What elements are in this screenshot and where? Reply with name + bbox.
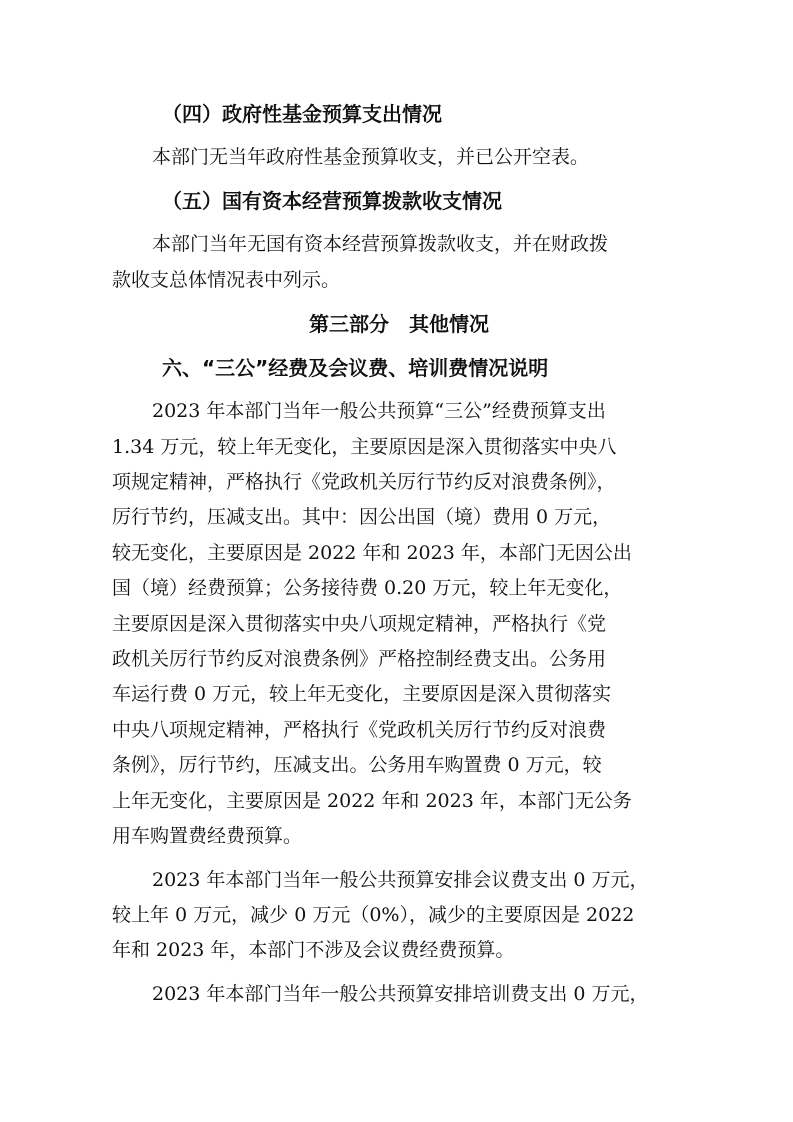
paragraph-line: 2023 年本部门当年一般公共预算安排培训费支出 0 万元， — [152, 982, 649, 1005]
paragraph-line: 本部门无当年政府性基金预算收支，并已公开空表。 — [152, 146, 590, 168]
training-fee-paragraph — [112, 977, 686, 1012]
part-three-title: 第三部分 其他情况 — [309, 312, 489, 337]
paragraph-line: 1.34 万元，较上年无变化，主要原因是深入贯彻落实中央八 — [112, 435, 617, 458]
meeting-fee-paragraph — [112, 863, 686, 969]
paragraph-line: 项规定精神，严格执行《党政机关厉行节约反对浪费条例》， — [112, 471, 616, 494]
three-public-paragraph — [112, 394, 686, 854]
paragraph-line: 中央八项规定精神，严格执行《党政机关厉行节约反对浪费 — [112, 718, 607, 741]
paragraph-line: 2023 年本部门当年一般公共预算安排会议费支出 0 万元， — [152, 868, 649, 891]
paragraph-line: 本部门当年无国有资本经营预算拨款收支，并在财政拨 — [152, 233, 609, 256]
paragraph-line: 较上年 0 万元，减少 0 万元（0%），减少的主要原因是 2022 — [112, 903, 635, 926]
three-public-heading: 六、“三公”经费及会议费、培训费情况说明 — [162, 356, 549, 381]
gov-fund-paragraph — [112, 140, 686, 175]
paragraph-line: 厉行节约，压减支出。其中：因公出国（境）费用 0 万元， — [112, 506, 612, 529]
document-page — [112, 96, 686, 1020]
paragraph-line: 2023 年本部门当年一般公共预算“三公”经费预算支出 — [152, 400, 606, 423]
paragraph-line: 年和 2023 年，本部门不涉及会议费经费预算。 — [112, 939, 515, 962]
gov-fund-heading: （四）政府性基金预算支出情况 — [162, 102, 442, 126]
state-capital-paragraph — [112, 227, 686, 298]
paragraph-line: 车运行费 0 万元，较上年无变化，主要原因是深入贯彻落实 — [112, 683, 612, 706]
paragraph-line: 款收支总体情况表中列示。 — [112, 268, 341, 291]
state-capital-heading: （五）国有资本经营预算拨款收支情况 — [162, 189, 502, 214]
paragraph-line: 上年无变化，主要原因是 2022 年和 2023 年，本部门无公务 — [112, 789, 632, 812]
paragraph-line: 较无变化，主要原因是 2022 年和 2023 年，本部门无因公出 — [112, 541, 632, 564]
paragraph-line: 主要原因是深入贯彻落实中央八项规定精神，严格执行《党 — [112, 612, 607, 635]
paragraph-line: 用车购置费经费预算。 — [112, 825, 303, 848]
paragraph-line: 国（境）经费预算；公务接待费 0.20 万元，较上年无变化， — [112, 577, 623, 600]
paragraph-line: 政机关厉行节约反对浪费条例》严格控制经费支出。公务用 — [112, 648, 607, 671]
paragraph-line: 条例》，厉行节约，压减支出。公务用车购置费 0 万元，较 — [112, 754, 602, 777]
